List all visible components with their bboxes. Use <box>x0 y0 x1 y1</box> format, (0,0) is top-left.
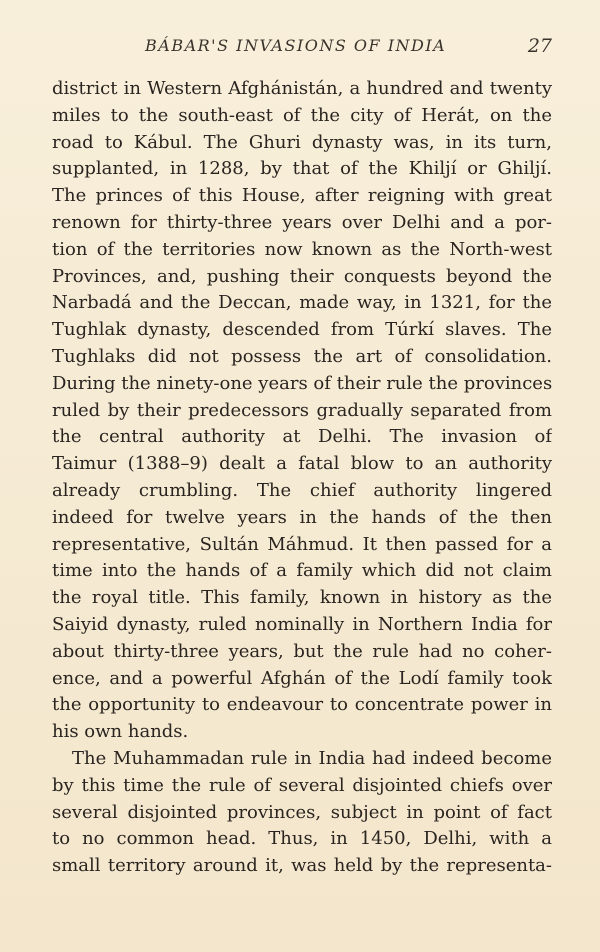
text-line: district in Western Afghánistán, a hundred and twenty <box>52 78 552 99</box>
text-line: During the ninety-one years of their rule the provinces <box>52 372 552 394</box>
running-title: BÁBAR'S INVASIONS OF INDIA <box>145 36 447 55</box>
text-line: Taimur (1388–9) dealt a fatal blow to an authority <box>52 453 552 475</box>
text-line: the central authority at Delhi. The invasion of <box>52 426 552 448</box>
text-line: supplanted, in 1288, by that of the Khiljí or Ghiljí. <box>52 158 552 180</box>
text-line: ence, and a powerful Afghán of the Lodí family took <box>52 667 552 689</box>
text-line: Tughlak dynasty, descended from Túrkí slaves. The <box>52 319 552 341</box>
text-line: tion of the territories now known as the North-west <box>52 238 552 260</box>
text-line: to no common head. Thus, in 1450, Delhi, with a <box>52 828 552 850</box>
text-line: Saiyid dynasty, ruled nominally in Northern India for <box>52 613 552 635</box>
text-line: road to Kábul. The Ghuri dynasty was, in its turn, <box>52 131 552 153</box>
body-text <box>52 76 552 880</box>
text-line: by this time the rule of several disjointed chiefs over <box>52 774 552 796</box>
text-line: representative, Sultán Máhmud. It then passed for a <box>52 533 552 555</box>
text-line: The Muhammadan rule in India had indeed become <box>72 747 552 769</box>
text-line: already crumbling. The chief authority lingered <box>52 479 552 501</box>
text-line: miles to the south-east of the city of Herát, on the <box>52 104 552 126</box>
text-line: Provinces, and, pushing their conquests beyond the <box>52 265 552 287</box>
text-line: small territory around it, was held by the representa- <box>52 855 552 877</box>
text-line: Narbadá and the Deccan, made way, in 1321, for the <box>52 292 552 314</box>
text-line: the opportunity to endeavour to concentrate power in <box>52 694 552 716</box>
text-line: his own hands. <box>52 721 189 743</box>
text-line: Tughlaks did not possess the art of consolidation. <box>52 345 552 367</box>
text-line: several disjointed provinces, subject in point of fact <box>52 801 552 823</box>
text-line: ruled by their predecessors gradually separated from <box>52 399 552 421</box>
text-line: about thirty-three years, but the rule had no coher- <box>52 640 552 662</box>
text-line: The princes of this House, after reigning with great <box>52 185 552 207</box>
text-line: time into the hands of a family which did not claim <box>52 560 552 582</box>
text-line: indeed for twelve years in the hands of the then <box>52 506 552 528</box>
page-number: 27 <box>527 35 552 57</box>
running-head <box>0 36 600 60</box>
text-line: renown for thirty-three years over Delhi and a por- <box>52 211 552 233</box>
text-line: the royal title. This family, known in history as the <box>52 587 552 609</box>
